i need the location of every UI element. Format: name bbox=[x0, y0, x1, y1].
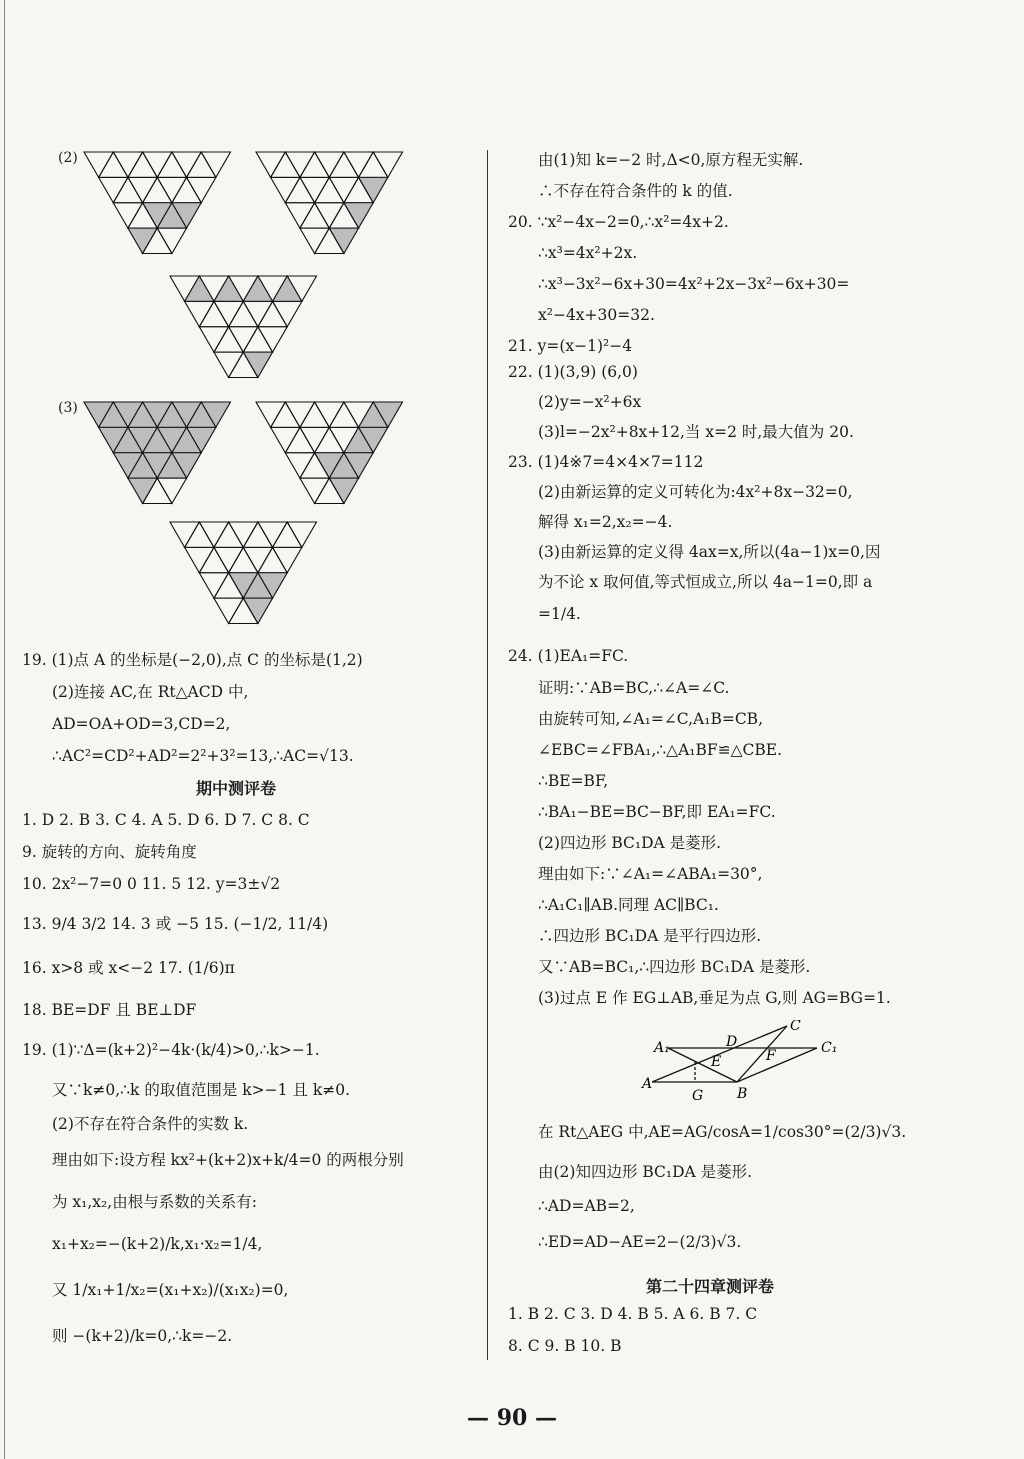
right-line-2: 20. ∵x²−4x−2=0,∴x²=4x+2. bbox=[508, 213, 729, 231]
right3-line-1: 8. C 9. B 10. B bbox=[508, 1337, 622, 1355]
figure-label-3: (3) bbox=[58, 400, 78, 416]
figure-label-2: (2) bbox=[58, 150, 78, 166]
chapter24-title: 第二十四章测评卷 bbox=[646, 1277, 775, 1296]
label-e: E bbox=[711, 1054, 722, 1070]
rhombus-geometry-figure bbox=[640, 1020, 860, 1130]
grid-2b bbox=[256, 152, 403, 253]
right3-line-0: 1. B 2. C 3. D 4. B 5. A 6. B 7. C bbox=[508, 1305, 758, 1323]
left2-line-8: (2)不存在符合条件的实数 k. bbox=[52, 1115, 249, 1133]
left2-line-5: 18. BE=DF 且 BE⊥DF bbox=[22, 1001, 197, 1019]
right-line-19: ∠EBC=∠FBA₁,∴△A₁BF≌△CBE. bbox=[538, 741, 783, 759]
grid-3c bbox=[170, 522, 317, 623]
label-b: B bbox=[737, 1086, 748, 1102]
left2-line-6: 19. (1)∵Δ=(k+2)²−4k·(k/4)>0,∴k>−1. bbox=[22, 1041, 320, 1059]
right-line-25: ∴四边形 BC₁DA 是平行四边形. bbox=[538, 927, 762, 945]
left-line-0: 19. (1)点 A 的坐标是(−2,0),点 C 的坐标是(1,2) bbox=[22, 651, 363, 669]
label-f: F bbox=[766, 1048, 776, 1064]
left2-line-12: 又 1/x₁+1/x₂=(x₁+x₂)/(x₁x₂)=0, bbox=[52, 1281, 289, 1299]
left2-line-4: 16. x>8 或 x<−2 17. (1/6)π bbox=[22, 959, 235, 977]
right-line-1: ∴不存在符合条件的 k 的值. bbox=[538, 182, 733, 200]
segment-b-c bbox=[737, 1026, 787, 1082]
right-line-17: 证明:∵AB=BC,∴∠A=∠C. bbox=[538, 679, 730, 697]
right-line-18: 由旋转可知,∠A₁=∠C,A₁B=CB, bbox=[538, 710, 763, 728]
right-line-5: x²−4x+30=32. bbox=[538, 306, 655, 324]
segment-a1-b bbox=[668, 1048, 737, 1082]
label-g: G bbox=[692, 1088, 704, 1104]
left2-line-1: 9. 旋转的方向、旋转角度 bbox=[22, 843, 197, 861]
midterm-title: 期中测评卷 bbox=[196, 779, 277, 798]
right-line-20: ∴BE=BF, bbox=[538, 772, 609, 790]
left2-line-10: 为 x₁,x₂,由根与系数的关系有: bbox=[52, 1193, 257, 1211]
segment-b-c1 bbox=[737, 1048, 817, 1082]
left2-line-0: 1. D 2. B 3. C 4. A 5. D 6. D 7. C 8. C bbox=[22, 811, 310, 829]
left2-line-13: 则 −(k+2)/k=0,∴k=−2. bbox=[52, 1327, 233, 1345]
right-line-13: (3)由新运算的定义得 4ax=x,所以(4a−1)x=0,因 bbox=[538, 543, 881, 561]
left2-line-11: x₁+x₂=−(k+2)/k,x₁·x₂=1/4, bbox=[52, 1235, 263, 1253]
right-line-12: 解得 x₁=2,x₂=−4. bbox=[538, 513, 673, 531]
label-a1: A₁ bbox=[654, 1040, 670, 1056]
right-line-21: ∴BA₁−BE=BC−BF,即 EA₁=FC. bbox=[538, 803, 776, 821]
label-d: D bbox=[726, 1034, 738, 1050]
column-divider bbox=[487, 150, 488, 1360]
right-line-6: 21. y=(x−1)²−4 bbox=[508, 337, 633, 355]
right-line-23: 理由如下:∵∠A₁=∠ABA₁=30°, bbox=[538, 865, 763, 883]
right-line-22: (2)四边形 BC₁DA 是菱形. bbox=[538, 834, 722, 852]
right-line-3: ∴x³=4x²+2x. bbox=[538, 244, 638, 262]
right2-line-1: 由(2)知四边形 BC₁DA 是菱形. bbox=[538, 1163, 753, 1181]
right2-line-0: 在 Rt△AEG 中,AE=AG/cosA=1/cos30°=(2/3)√3. bbox=[538, 1123, 907, 1141]
grid-3a bbox=[84, 402, 231, 503]
page-number: — 90 — bbox=[467, 1405, 557, 1431]
left2-line-2: 10. 2x²−7=0 0 11. 5 12. y=3±√2 bbox=[22, 875, 281, 893]
right-line-7: 22. (1)(3,9) (6,0) bbox=[508, 363, 638, 381]
triangle-grid-svg bbox=[0, 140, 480, 640]
right-line-8: (2)y=−x²+6x bbox=[538, 393, 642, 411]
right-line-10: 23. (1)4※7=4×4×7=112 bbox=[508, 453, 704, 471]
left-line-2: AD=OA+OD=3,CD=2, bbox=[52, 715, 231, 733]
left-line-1: (2)连接 AC,在 Rt△ACD 中, bbox=[52, 683, 249, 701]
label-c: C bbox=[790, 1020, 801, 1034]
right2-line-3: ∴ED=AD−AE=2−(2/3)√3. bbox=[538, 1233, 742, 1251]
right-line-14: 为不论 x 取何值,等式恒成立,所以 4a−1=0,即 a bbox=[538, 573, 873, 591]
right-line-0: 由(1)知 k=−2 时,Δ<0,原方程无实解. bbox=[538, 151, 804, 169]
right-line-15: =1/4. bbox=[538, 605, 581, 623]
grid-2c bbox=[170, 276, 317, 377]
right-line-9: (3)l=−2x²+8x+12,当 x=2 时,最大值为 20. bbox=[538, 423, 854, 441]
left2-line-7: 又∵k≠0,∴k 的取值范围是 k>−1 且 k≠0. bbox=[52, 1081, 351, 1099]
grid-3b bbox=[256, 402, 403, 503]
right-line-16: 24. (1)EA₁=FC. bbox=[508, 647, 629, 665]
right-line-26: 又∵AB=BC₁,∴四边形 BC₁DA 是菱形. bbox=[538, 958, 811, 976]
right-line-27: (3)过点 E 作 EG⊥AB,垂足为点 G,则 AG=BG=1. bbox=[538, 989, 891, 1007]
label-a: A bbox=[642, 1076, 653, 1092]
right-line-4: ∴x³−3x²−6x+30=4x²+2x−3x²−6x+30= bbox=[538, 275, 850, 293]
left2-line-3: 13. 9/4 3/2 14. 3 或 −5 15. (−1/2, 11/4) bbox=[22, 915, 329, 933]
left-line-3: ∴AC²=CD²+AD²=2²+3²=13,∴AC=√13. bbox=[52, 747, 354, 765]
right-line-24: ∴A₁C₁∥AB.同理 AC∥BC₁. bbox=[538, 896, 719, 914]
grid-2a bbox=[84, 152, 231, 253]
right-line-11: (2)由新运算的定义可转化为:4x²+8x−32=0, bbox=[538, 483, 853, 501]
left2-line-9: 理由如下:设方程 kx²+(k+2)x+k/4=0 的两根分别 bbox=[52, 1151, 404, 1169]
label-c1: C₁ bbox=[821, 1040, 838, 1056]
right2-line-2: ∴AD=AB=2, bbox=[538, 1197, 635, 1215]
